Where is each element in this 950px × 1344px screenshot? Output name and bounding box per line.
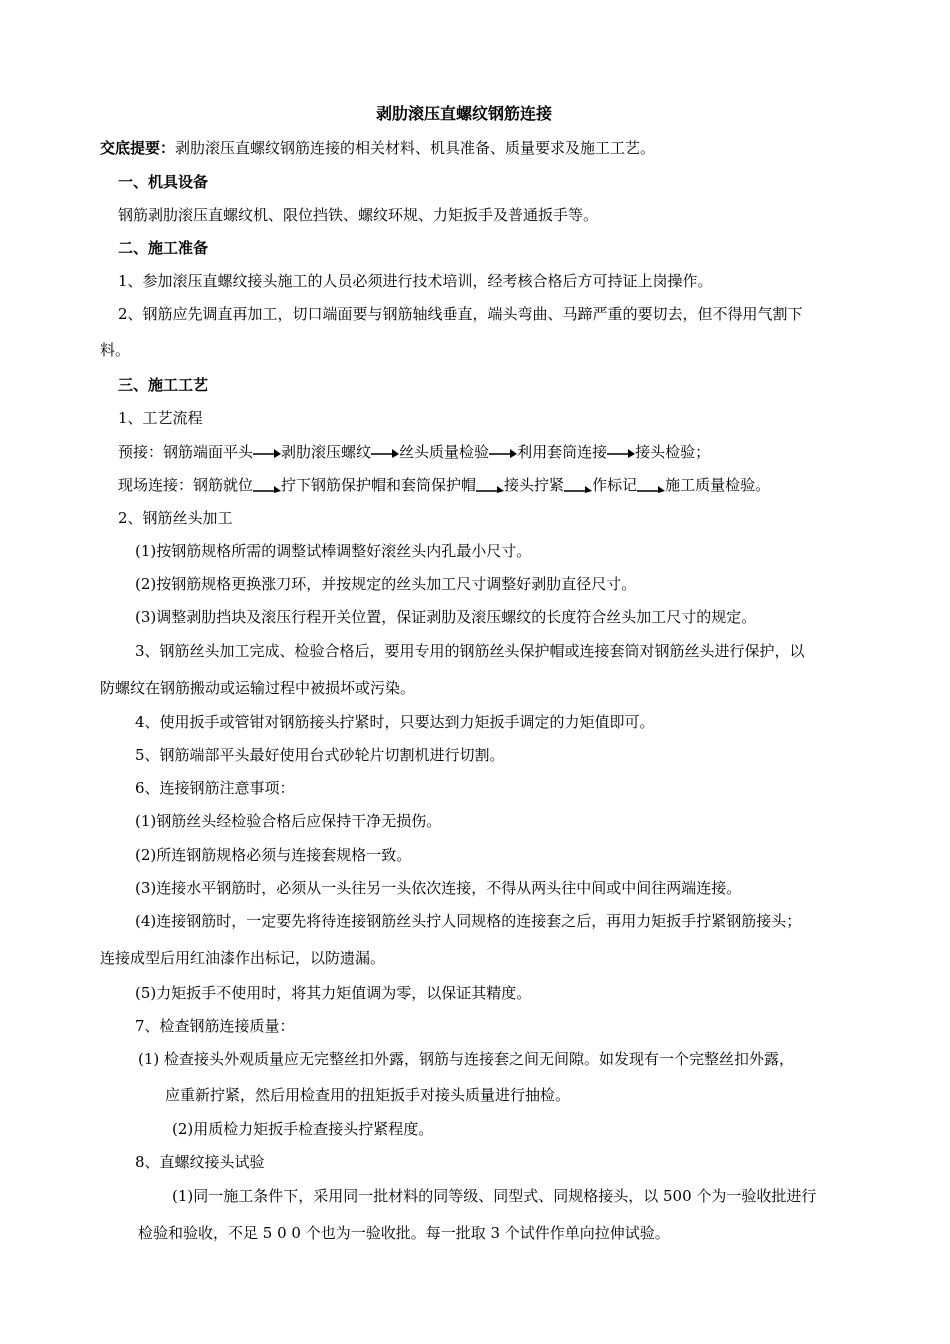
- flow-arrow-icon: [637, 475, 665, 495]
- item-7-sub-2: (2)用质检力矩扳手检查接头拧紧程度。: [172, 1120, 434, 1138]
- flow-arrow-icon: [564, 475, 592, 495]
- item-8-sub-1-line-1: (1)同一施工条件下，采用同一批材料的同等级、同型式、同规格接头，以 500 个为一验收批进行: [172, 1187, 817, 1205]
- section-3-heading: 三、施工工艺: [118, 376, 209, 394]
- thread-processing-item-3: (3)调整剥肋挡块及滚压行程开关位置，保证剥肋及滚压螺纹的长度符合丝头加工尺寸的规定。: [135, 608, 757, 626]
- flow-step: 剥肋滚压螺纹: [281, 443, 372, 461]
- item-6-sub-5: (5)力矩扳手不使用时，将其力矩值调为零，以保证其精度。: [135, 984, 532, 1002]
- section-2-heading: 二、施工准备: [118, 239, 209, 257]
- thread-processing-heading: 2、钢筋丝头加工: [118, 509, 233, 527]
- flow-step: 丝头质量检验: [399, 443, 490, 461]
- flow-step: 钢筋端面平头: [163, 443, 254, 461]
- flow-arrow-icon: [607, 442, 635, 462]
- section-1-heading: 一、机具设备: [118, 173, 209, 191]
- item-8-heading: 8、直螺纹接头试验: [135, 1153, 265, 1171]
- flow-arrow-icon: [253, 475, 281, 495]
- flow-arrow-icon: [371, 442, 399, 462]
- flow-step: 利用套筒连接: [517, 443, 608, 461]
- item-4: 4、使用扳手或管钳对钢筋接头拧紧时，只要达到力矩扳手调定的力矩值即可。: [135, 713, 655, 731]
- flow-step: 接头拧紧: [504, 476, 565, 494]
- document-title: 剥肋滚压直螺纹钢筋连接: [376, 104, 553, 123]
- flow-arrow-icon: [253, 442, 281, 462]
- site-connection-label: 现场连接：: [118, 476, 194, 494]
- thread-processing-item-1: (1)按钢筋规格所需的调整试棒调整好滚丝头内孔最小尺寸。: [135, 542, 532, 560]
- section-2-item-1: 1、参加滚压直螺纹接头施工的人员必须进行技术培训，经考核合格后方可持证上岗操作。: [118, 272, 713, 290]
- summary-paragraph: [100, 138, 655, 158]
- pre-connection-label: 预接：: [118, 443, 164, 461]
- item-6-sub-2: (2)所连钢筋规格必须与连接套规格一致。: [135, 846, 412, 864]
- item-5: 5、钢筋端部平头最好使用台式砂轮片切割机进行切割。: [135, 746, 505, 764]
- flow-arrow-icon: [476, 475, 504, 495]
- flow-step: 施工质量检验。: [665, 476, 771, 494]
- item-3-line-2: 防螺纹在钢筋搬动或运输过程中被损坏或污染。: [100, 679, 416, 697]
- flow-step: 接头检验；: [635, 443, 711, 461]
- summary-text: 剥肋滚压直螺纹钢筋连接的相关材料、机具准备、质量要求及施工工艺。: [175, 139, 656, 157]
- site-connection-flow: [118, 474, 770, 495]
- section-2-item-2-line-1: 2、钢筋应先调直再加工，切口端面要与钢筋轴线垂直，端头弯曲、马蹄严重的要切去，但不得用气割下: [118, 305, 803, 323]
- section-1-text: 钢筋剥肋滚压直螺纹机、限位挡铁、螺纹环规、力矩扳手及普通扳手等。: [118, 206, 599, 224]
- item-6-sub-4-line-2: 连接成型后用红油漆作出标记，以防遗漏。: [100, 949, 386, 967]
- flow-step: 拧下钢筋保护帽和套筒保护帽: [281, 476, 477, 494]
- item-7-heading: 7、检查钢筋连接质量：: [135, 1017, 295, 1035]
- thread-processing-item-2: (2)按钢筋规格更换涨刀环，并按规定的丝头加工尺寸调整好剥肋直径尺寸。: [135, 575, 637, 593]
- item-7-sub-1-line-1: (1) 检查接头外观质量应无完整丝扣外露，钢筋与连接套之间无间隙。如发现有一个完整丝扣外露，: [138, 1050, 795, 1068]
- process-flow-heading: 1、工艺流程: [118, 409, 203, 427]
- item-6-heading: 6、连接钢筋注意事项：: [135, 779, 295, 797]
- flow-step: 钢筋就位: [193, 476, 254, 494]
- flow-arrow-icon: [489, 442, 517, 462]
- item-3-line-1: 3、钢筋丝头加工完成、检验合格后，要用专用的钢筋丝头保护帽或连接套筒对钢筋丝头进行保护，以: [135, 642, 805, 660]
- section-2-item-2-line-2: 料。: [100, 341, 131, 359]
- item-7-sub-1-line-2: 应重新拧紧，然后用检查用的扭矩扳手对接头质量进行抽检。: [165, 1086, 571, 1104]
- pre-connection-flow: [118, 441, 710, 462]
- item-6-sub-3: (3)连接水平钢筋时，必须从一头往另一头依次连接，不得从两头往中间或中间往两端连接。: [135, 879, 742, 897]
- summary-label: 交底提要：: [100, 139, 176, 157]
- item-6-sub-1: (1)钢筋丝头经检验合格后应保持干净无损伤。: [135, 812, 442, 830]
- flow-step: 作标记: [592, 476, 638, 494]
- item-8-sub-1-line-2: 检验和验收，不足 5 0 0 个也为一验收批。每一批取 3 个试件作单向拉伸试验。: [138, 1224, 670, 1242]
- item-6-sub-4-line-1: (4)连接钢筋时，一定要先将待连接钢筋丝头拧人同规格的连接套之后，再用力矩扳手拧紧钢筋接头；: [135, 912, 802, 930]
